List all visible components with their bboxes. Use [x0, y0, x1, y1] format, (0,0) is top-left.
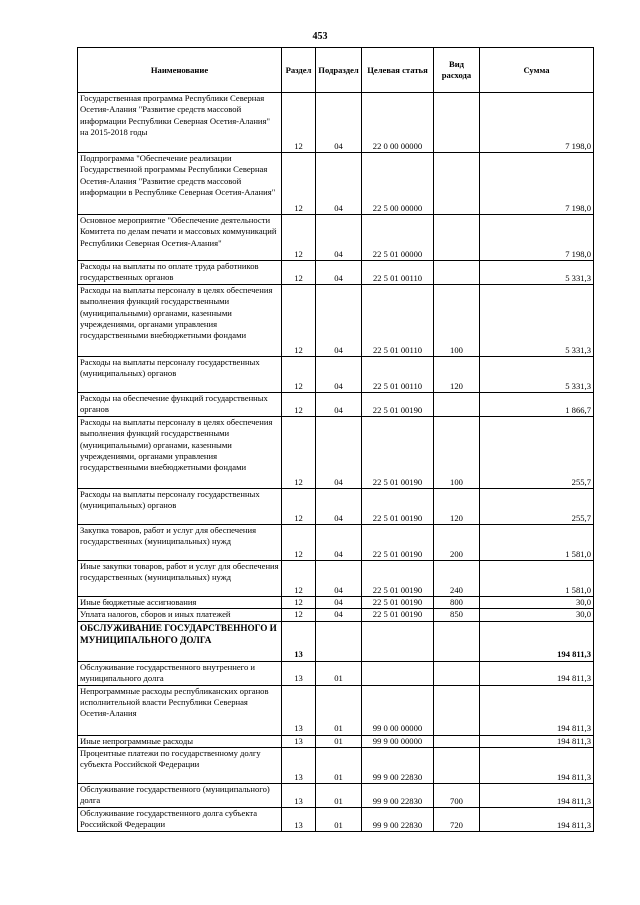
cell-amount: 5 331,3: [480, 357, 594, 393]
header-target: Целевая статья: [362, 48, 434, 93]
cell-type: 100: [434, 417, 480, 489]
cell-section: 12: [282, 93, 316, 153]
cell-subsection: 04: [316, 393, 362, 417]
header-subsection: Подраздел: [316, 48, 362, 93]
cell-target: 99 9 00 22830: [362, 783, 434, 807]
cell-section: 12: [282, 561, 316, 597]
cell-section: 12: [282, 215, 316, 261]
table-row: [78, 621, 594, 661]
cell-amount: 255,7: [480, 489, 594, 525]
cell-subsection: [316, 621, 362, 661]
table-row: [78, 417, 594, 489]
cell-subsection: 04: [316, 417, 362, 489]
cell-name: Закупка товаров, работ и услуг для обеспечения государственных (муниципальных) нужд: [78, 525, 282, 561]
cell-section: 13: [282, 807, 316, 831]
table-row: [78, 285, 594, 357]
cell-name: Обслуживание государственного (муниципального) долга: [78, 783, 282, 807]
header-section: Раздел: [282, 48, 316, 93]
cell-subsection: 01: [316, 747, 362, 783]
cell-section: 12: [282, 261, 316, 285]
cell-target: 99 0 00 00000: [362, 685, 434, 735]
cell-section: 12: [282, 489, 316, 525]
cell-section: 12: [282, 525, 316, 561]
cell-type: [434, 93, 480, 153]
cell-name: Расходы на выплаты персоналу государственных (муниципальных) органов: [78, 357, 282, 393]
cell-amount: 7 198,0: [480, 153, 594, 215]
cell-subsection: 04: [316, 153, 362, 215]
table-row: [78, 393, 594, 417]
table-row: [78, 661, 594, 685]
cell-amount: 194 811,3: [480, 747, 594, 783]
cell-target: 22 0 00 00000: [362, 93, 434, 153]
table-row: [78, 93, 594, 153]
header-type: Вид расхода: [434, 48, 480, 93]
cell-target: 22 5 00 00000: [362, 153, 434, 215]
cell-type: [434, 261, 480, 285]
table-row: [78, 609, 594, 621]
cell-type: [434, 215, 480, 261]
page-number: 453: [312, 31, 328, 42]
cell-type: [434, 153, 480, 215]
cell-subsection: 01: [316, 807, 362, 831]
cell-amount: 7 198,0: [480, 215, 594, 261]
table-row: [78, 807, 594, 831]
cell-subsection: 01: [316, 685, 362, 735]
cell-type: 240: [434, 561, 480, 597]
cell-section: 12: [282, 393, 316, 417]
cell-amount: 1 581,0: [480, 525, 594, 561]
cell-name: Расходы на выплаты персоналу государственных (муниципальных) органов: [78, 489, 282, 525]
cell-name: Обслуживание государственного внутреннего и муниципального долга: [78, 661, 282, 685]
cell-name: Иные непрограммные расходы: [78, 735, 282, 747]
cell-subsection: 04: [316, 609, 362, 621]
cell-target: 22 5 01 00110: [362, 285, 434, 357]
cell-type: 120: [434, 357, 480, 393]
cell-type: [434, 393, 480, 417]
cell-section: 12: [282, 357, 316, 393]
cell-target: 22 5 01 00190: [362, 525, 434, 561]
cell-target: 22 5 01 00000: [362, 215, 434, 261]
cell-section: 13: [282, 735, 316, 747]
cell-target: 22 5 01 00190: [362, 393, 434, 417]
cell-type: [434, 747, 480, 783]
cell-section: 13: [282, 685, 316, 735]
cell-section: 12: [282, 285, 316, 357]
cell-amount: 30,0: [480, 609, 594, 621]
cell-target: [362, 621, 434, 661]
cell-target: 99 9 00 22830: [362, 807, 434, 831]
cell-target: 22 5 01 00110: [362, 261, 434, 285]
cell-name: Расходы на выплаты по оплате труда работников государственных органов: [78, 261, 282, 285]
table-row: [78, 597, 594, 609]
cell-section: 12: [282, 417, 316, 489]
budget-table: [77, 47, 594, 832]
table-row: [78, 153, 594, 215]
cell-section: 12: [282, 609, 316, 621]
cell-type: [434, 621, 480, 661]
table-header-row: [78, 48, 594, 93]
table-row: [78, 561, 594, 597]
cell-target: 99 9 00 22830: [362, 747, 434, 783]
cell-amount: 30,0: [480, 597, 594, 609]
cell-target: 99 9 00 00000: [362, 735, 434, 747]
cell-type: 100: [434, 285, 480, 357]
cell-amount: 194 811,3: [480, 621, 594, 661]
cell-name: Иные бюджетные ассигнования: [78, 597, 282, 609]
cell-subsection: 04: [316, 357, 362, 393]
cell-type: [434, 661, 480, 685]
table-row: [78, 357, 594, 393]
cell-section: 13: [282, 747, 316, 783]
cell-target: 22 5 01 00190: [362, 417, 434, 489]
cell-target: 22 5 01 00110: [362, 357, 434, 393]
cell-section: 12: [282, 153, 316, 215]
cell-subsection: 04: [316, 261, 362, 285]
cell-amount: 194 811,3: [480, 807, 594, 831]
cell-subsection: 04: [316, 525, 362, 561]
cell-section: 12: [282, 597, 316, 609]
cell-target: 22 5 01 00190: [362, 489, 434, 525]
cell-subsection: 04: [316, 561, 362, 597]
cell-name: Основное мероприятие "Обеспечение деятельности Комитета по делам печати и массовых коммуникаций Республики Северная Осетия-Алания": [78, 215, 282, 261]
cell-name: Расходы на обеспечение функций государственных органов: [78, 393, 282, 417]
cell-type: [434, 685, 480, 735]
table-row: [78, 261, 594, 285]
cell-amount: 7 198,0: [480, 93, 594, 153]
cell-name: Обслуживание государственного долга субъекта Российской Федерации: [78, 807, 282, 831]
cell-target: [362, 661, 434, 685]
cell-subsection: 01: [316, 783, 362, 807]
table-row: [78, 735, 594, 747]
table-row: [78, 783, 594, 807]
cell-type: 120: [434, 489, 480, 525]
cell-amount: 255,7: [480, 417, 594, 489]
cell-name: Процентные платежи по государственному долгу субъекта Российской Федерации: [78, 747, 282, 783]
cell-name: Государственная программа Республики Северная Осетия-Алания "Развитие средств массовой информации Республики Северная Осетия-Алания" на 2015-2018 годы: [78, 93, 282, 153]
cell-subsection: 01: [316, 735, 362, 747]
header-name: Наименование: [78, 48, 282, 93]
table-row: [78, 747, 594, 783]
cell-type: [434, 735, 480, 747]
cell-target: 22 5 01 00190: [362, 561, 434, 597]
cell-amount: 5 331,3: [480, 285, 594, 357]
cell-section: 13: [282, 661, 316, 685]
table-row: [78, 215, 594, 261]
cell-name: Расходы на выплаты персоналу в целях обеспечения выполнения функций государственными (муниципальными) органами, казенными учреждениями, органами управления государственными внебюджетными фондами: [78, 417, 282, 489]
header-amount: Сумма: [480, 48, 594, 93]
cell-amount: 194 811,3: [480, 685, 594, 735]
cell-target: 22 5 01 00190: [362, 597, 434, 609]
cell-amount: 194 811,3: [480, 783, 594, 807]
cell-name: ОБСЛУЖИВАНИЕ ГОСУДАРСТВЕННОГО И МУНИЦИПАЛЬНОГО ДОЛГА: [78, 621, 282, 661]
cell-target: 22 5 01 00190: [362, 609, 434, 621]
cell-section: 13: [282, 621, 316, 661]
table-row: [78, 685, 594, 735]
cell-name: Расходы на выплаты персоналу в целях обеспечения выполнения функций государственными (муниципальными) органами, казенными учреждениями, органами управления государственными внебюджетными фондами: [78, 285, 282, 357]
cell-subsection: 04: [316, 215, 362, 261]
cell-type: 200: [434, 525, 480, 561]
cell-subsection: 04: [316, 285, 362, 357]
cell-subsection: 04: [316, 489, 362, 525]
cell-name: Подпрограмма "Обеспечение реализации Государственной программы Республики Северная Осетия-Алания "Развитие средств массовой информации в Республике Северная Осетия-Алания": [78, 153, 282, 215]
cell-type: 720: [434, 807, 480, 831]
table-row: [78, 489, 594, 525]
table-row: [78, 525, 594, 561]
cell-type: 800: [434, 597, 480, 609]
cell-amount: 194 811,3: [480, 661, 594, 685]
cell-type: 850: [434, 609, 480, 621]
cell-section: 13: [282, 783, 316, 807]
cell-type: 700: [434, 783, 480, 807]
cell-name: Иные закупки товаров, работ и услуг для обеспечения государственных (муниципальных) нужд: [78, 561, 282, 597]
cell-name: Непрограммные расходы республиканских органов исполнительной власти Республики Северная Осетия-Алания: [78, 685, 282, 735]
cell-name: Уплата налогов, сборов и иных платежей: [78, 609, 282, 621]
cell-subsection: 04: [316, 93, 362, 153]
cell-amount: 194 811,3: [480, 735, 594, 747]
cell-amount: 5 331,3: [480, 261, 594, 285]
cell-amount: 1 581,0: [480, 561, 594, 597]
cell-amount: 1 866,7: [480, 393, 594, 417]
cell-subsection: 04: [316, 597, 362, 609]
cell-subsection: 01: [316, 661, 362, 685]
